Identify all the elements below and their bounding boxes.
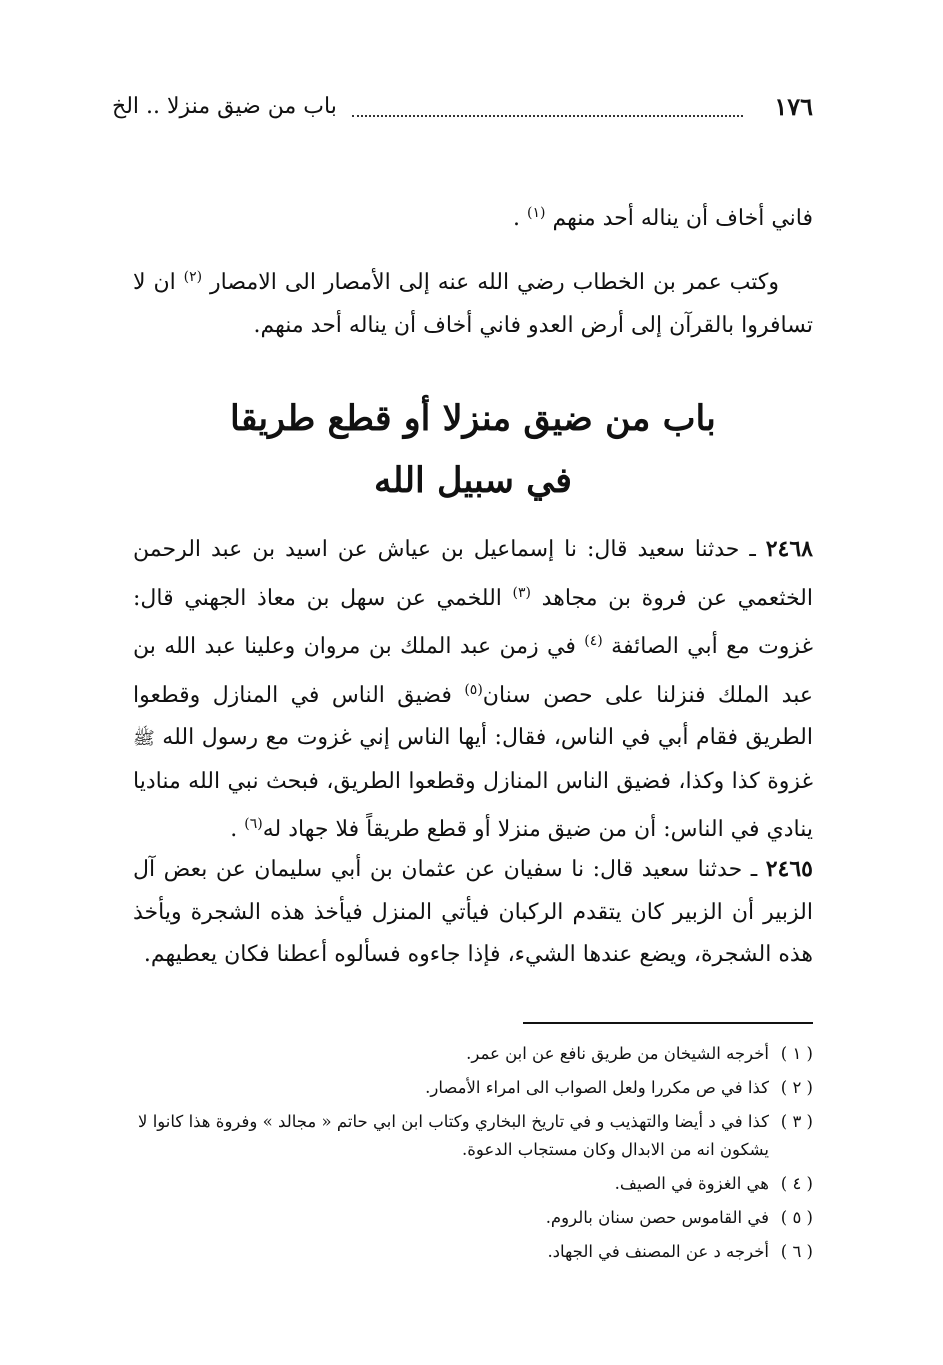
paragraph-text-b: ان لا تسافروا بالقرآن إلى أرض العدو فاني أخاف أن يناله أحد منهم. [133, 270, 813, 338]
footnote-separator [523, 1022, 813, 1024]
hadith-2468 [133, 528, 813, 852]
hadith-end: . [230, 817, 245, 842]
footnote-ref-5: (٥) [464, 681, 483, 698]
footnote-2 [138, 1074, 813, 1102]
chapter-title [133, 388, 813, 512]
footnote-5 [138, 1204, 813, 1232]
paragraph-text: فاني أخاف أن يناله أحد منهم [552, 206, 813, 231]
footnote-3 [138, 1108, 813, 1164]
hadith-text: ـ حدثنا سعيد قال: نا سفيان عن عثمان بن أبي سليمان عن بعض آل الزبير أن الزبير كان يتقدم الركبان فيأتي المنزل فيأخذ هذه الشجرة ويأخذ هذه الشجرة، ويضع عندها الشيء، فإذا جاءوه فسألوه أعطنا فكان يعطيهم. [133, 857, 813, 967]
footnote-text: كذا في ص مكررا ولعل الصواب الى امراء الأمصار. [425, 1078, 769, 1097]
footnote-text: أخرجه د عن المصنف في الجهاد. [547, 1242, 769, 1261]
footnote-marker: ( ٢ ) [780, 1078, 813, 1097]
footnote-ref-3: (٣) [512, 584, 532, 601]
footnote-marker: ( ٤ ) [780, 1174, 813, 1193]
page-header [112, 92, 813, 132]
paragraph-continuation [133, 192, 813, 241]
footnotes [138, 1040, 813, 1272]
hadith-number: ٢٤٦٨ [765, 536, 813, 562]
footnote-text: أخرجه الشيخان من طريق نافع عن ابن عمر. [466, 1044, 769, 1063]
page-number: ١٧٦ [774, 92, 813, 121]
footnote-text: كذا في د أيضا والتهذيب و في تاريخ البخاري وكتاب ابن ابي حاتم « مجالد » وفروة هذا كانوا لا يشكون انه من الابدال وكان مستجاب الدعوة. [138, 1112, 769, 1159]
hadith-2465 [133, 848, 813, 977]
footnote-ref-1: (١) [526, 205, 546, 221]
hadith-number: ٢٤٦٥ [765, 856, 813, 882]
footnote-marker: ( ٦ ) [780, 1242, 813, 1261]
hadith-text-b: اللخمي عن سهل بن معاذ الجهني قال: غزوت مع أبي الصائفة [133, 585, 813, 659]
paragraph-end: . [512, 206, 527, 231]
paragraph-text-a: وكتب عمر بن الخطاب رضي الله عنه إلى الأمصار الى الامصار [210, 270, 779, 295]
footnote-ref-6: (٦) [244, 816, 263, 832]
footnote-6 [138, 1238, 813, 1266]
hadith-text-e: غزوة كذا وكذا، فضيق الناس المنازل وقطعوا الطريق، فبحث نبي الله مناديا ينادي في الناس: أن من ضيق منزلا أو قطع طريقاً فلا جهاد له [133, 768, 813, 842]
footnote-ref-2: (٢) [183, 269, 203, 285]
footnote-ref-4: (٤) [584, 633, 603, 649]
header-dotted-rule [352, 115, 743, 117]
footnote-marker: ( ٥ ) [780, 1208, 813, 1227]
chapter-title-line-2: في سبيل الله [374, 460, 572, 501]
hadith-text-d: فضيق الناس في المنازل وقطعوا الطريق فقام أبي في الناس، فقال: أيها الناس إني غزوت مع رسول الله [133, 682, 813, 750]
footnote-4 [138, 1170, 813, 1198]
hadith-text-a: ـ حدثنا سعيد قال: نا إسماعيل بن عياش عن اسيد بن عبد الرحمن الخثعمي عن فروة بن مجاهد [133, 537, 813, 611]
footnote-text: في القاموس حصن سنان بالروم. [545, 1208, 769, 1227]
hadith-text-c: في زمن عبد الملك بن مروان وعلينا عبد الله بن عبد الملك فنزلنا على حصن سنان [133, 634, 813, 708]
running-title: باب من ضيق منزلا .. الخ [112, 94, 337, 119]
chapter-title-line-1: باب من ضيق منزلا أو قطع طريقا [230, 398, 716, 439]
footnote-marker: ( ٣ ) [780, 1112, 813, 1131]
footnote-1 [138, 1040, 813, 1068]
footnote-marker: ( ١ ) [780, 1044, 813, 1063]
footnote-text: هي الغزوة في الصيف. [614, 1174, 769, 1193]
salla-ligature: ﷺ [133, 728, 155, 749]
paragraph-omar-letter [133, 256, 813, 347]
